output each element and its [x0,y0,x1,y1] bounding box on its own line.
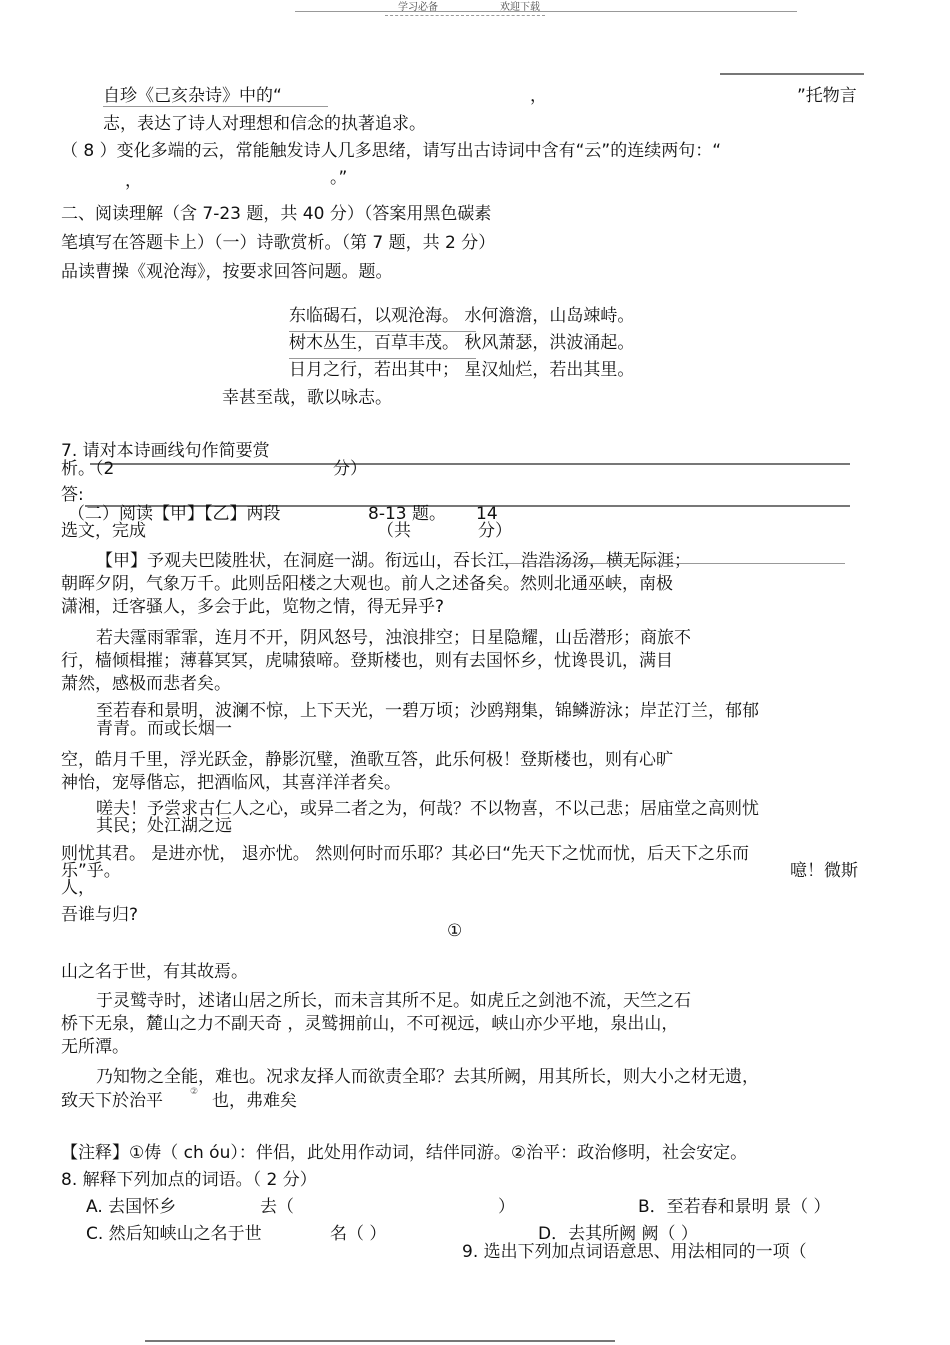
passage-line: 噫！微斯 [790,861,858,881]
question-8-option-c: 名（ ） [330,1224,387,1244]
passage-line: 行，樯倾楫摧；薄暮冥冥，虎啸猿啼。登斯楼也，则有去国怀乡，忧谗畏讥，满目 [61,651,673,671]
text-line: 。” [330,168,348,188]
passage-line: 空，皓月千里，浮光跃金，静影沉璧，渔歌互答，此乐何极！登斯楼也，则有心旷 [61,750,673,770]
question-7-cont: 析。（2 [61,459,115,479]
poem-line: 日月之行，若出其中； 星汉灿烂，若出其里。 [289,360,635,380]
section-2-heading: （共 [377,521,411,541]
passage-line: 桥下无泉，麓山之力不副天奇 ，灵鹫拥前山，不可视远，峡山亦少平地，泉出山， [61,1014,679,1034]
poem-line: 幸甚至哉，歌以咏志。 [222,388,392,408]
passage-line: 朝晖夕阴，气象万千。此则岳阳楼之大观也。前人之述备矣。然则北通巫峡，南极 [61,574,673,594]
text-line: ”托物言 [797,86,857,106]
answer-blank[interactable] [103,106,328,107]
passage-underline [500,563,845,564]
question-8-option-c: C. 然后知峡山之名于世 [86,1224,262,1244]
passage-line: 乐”乎。 [61,861,121,881]
passage-line: 乃知物之全能，难也。况求友择人而欲责全耶？去其所阙，用其所长，则大小之材无遗， [96,1067,759,1087]
passage-line: 其民；处江湖之远 [96,816,232,836]
question-7-score: 分） [333,459,367,479]
question-8-option-b: B．至若春和景明 景（ ） [638,1197,831,1217]
passage-line: 于灵鹫寺时，述诸山居之所长，而未言其所不足。如虎丘之剑池不流，天竺之石 [96,991,691,1011]
passage-line: 也，弗难矣 [212,1091,297,1111]
poem-line: 东临碣石，以观沧海。 水何澹澹，山岛竦峙。 [289,306,635,326]
answer-label: 答: [61,485,84,505]
passage-line: 吾谁与归? [61,905,139,925]
question-9: 9. 选出下列加点词语意思、用法相同的一项（ [462,1242,807,1262]
text-line: ， [125,171,142,191]
passage-line: 萧然，感极而悲者矣。 [61,674,231,694]
passage-line: 至若春和景明，波澜不惊，上下天光，一碧万顷；沙鸥翔集，锦鳞游泳；岸芷汀兰，郁郁 [96,701,759,721]
header-dash-rule [385,15,545,16]
passage-line: 【甲】予观夫巴陵胜状，在洞庭一湖。衔远山，吞长江，浩浩汤汤，横无际涯； [96,551,691,571]
section-2-heading: 8-13 题。 [368,504,446,524]
top-right-rule [720,73,864,75]
header-rule [295,11,797,12]
passage-line: 无所潭。 [61,1037,129,1057]
section-heading: 二、阅读理解（含 7-23 题，共 40 分）（答案用黑色碳素 [61,204,492,224]
text-line: 品读曹操《观沧海》，按要求回答问题。题。 [61,262,393,282]
answer-rule [90,463,850,465]
section-2-heading: 14 [476,504,498,524]
passage-line: 若夫霪雨霏霏，连月不开，阴风怒号，浊浪排空；日星隐耀，山岳潜形；商旅不 [96,628,691,648]
footnote-marker: ② [190,1087,199,1097]
question-8-option-a: A. 去国怀乡 [86,1197,177,1217]
footer-rule [145,1340,615,1342]
footnote-marker: ① [447,921,463,941]
poem-underline [289,358,476,359]
passage-line: 人， [61,878,95,898]
passage-line: 神怡，宠辱偕忘，把酒临风，其喜洋洋者矣。 [61,773,401,793]
question-7: 7. 请对本诗画线句作简要赏 [61,441,270,461]
passage-line: 嗟夫！予尝求古仁人之心，或异二者之为，何哉？不以物喜，不以己悲；居庙堂之高则忧 [96,799,759,819]
question-8-option-a: ） [498,1197,515,1217]
question-8-option-a: 去（ [260,1197,294,1217]
poem-line: 树木丛生，百草丰茂。 秋风萧瑟，洪波涌起。 [289,333,635,353]
passage-line: 青青。而或长烟一 [96,719,232,739]
header-right: 欢迎下载 [500,2,540,13]
section-2-heading: 选文，完成 [61,521,146,541]
annotation: 【注释】①俦（ ch óu）：伴侣，此处用作动词，结伴同游。②治平：政治修明，社会安定。 [61,1143,748,1163]
section-2-heading: 分） [478,521,512,541]
text-line: 志，表达了诗人对理想和信念的执著追求。 [103,114,426,134]
poem-underline [289,331,476,332]
question-8: 8. 解释下列加点的词语。（ 2 分） [61,1170,317,1190]
header-left: 学习必备 [398,2,438,13]
text-line: ， [530,86,547,106]
section-2-heading: （二）阅读【甲】【乙】两段 [68,504,281,524]
passage-line: 山之名于世，有其故焉。 [61,962,248,982]
passage-line: 则忧其君。 是进亦忧， 退亦忧。 然则何时而乐耶？其必曰“先天下之忧而忧，后天下之乐而 [61,844,750,864]
passage-line: 潇湘，迁客骚人，多会于此，览物之情，得无异乎? [61,597,445,617]
text-line: （ 8 ）变化多端的云，常能触发诗人几多思绪，请写出古诗词中含有“云”的连续两句：“ [61,141,722,161]
question-8-option-d: D．去其所阙 阙（ ） [538,1224,698,1244]
text-line: 自珍《己亥杂诗》中的“ [103,86,282,106]
section-heading: 笔填写在答题卡上）（一）诗歌赏析。（第 7 题，共 2 分） [61,233,496,253]
passage-line: 致天下於治平 [61,1091,163,1111]
